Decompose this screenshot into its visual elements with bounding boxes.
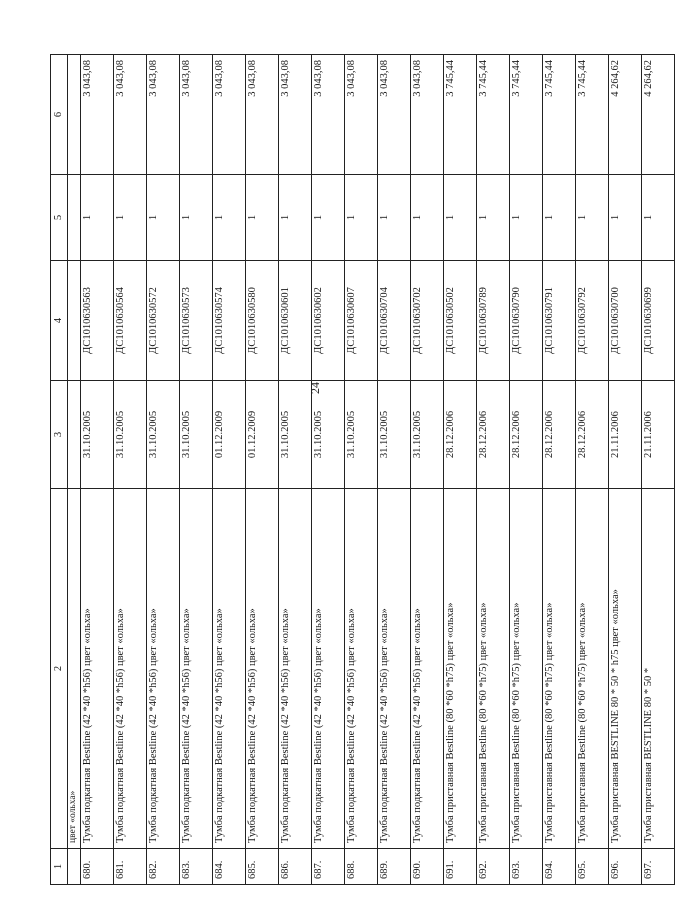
table-row <box>81 55 114 885</box>
inventory-code: ДС1010630699 <box>642 261 675 381</box>
quantity: 1 <box>81 175 114 261</box>
quantity: 1 <box>510 175 543 261</box>
table-row <box>147 55 180 885</box>
quantity: 1 <box>609 175 642 261</box>
cost: 3 043,08 <box>411 55 444 175</box>
inventory-code: ДС1010630790 <box>510 261 543 381</box>
item-name: Тумба подкатная Bestline (42 *40 *h56) цвет «ольха» <box>378 489 411 849</box>
row-number: 693. <box>510 849 543 885</box>
row-number: 684. <box>213 849 246 885</box>
item-name: Тумба приставная Bestline (80 *60 *h75) цвет «ольха» <box>543 489 576 849</box>
table-row <box>411 55 444 885</box>
acquisition-date: 31.10.2005 <box>345 381 378 489</box>
cost: 3 043,08 <box>279 55 312 175</box>
item-name: Тумба приставная Bestline (80 *60 *h75) цвет «ольха» <box>477 489 510 849</box>
quantity: 1 <box>411 175 444 261</box>
table-row <box>345 55 378 885</box>
cost: 4 264,62 <box>609 55 642 175</box>
inventory-code: ДС1010630602 <box>312 261 345 381</box>
item-name: Тумба подкатная Bestline (42 *40 *h56) цвет «ольха» <box>81 489 114 849</box>
carry-over-text: цвет «ольха» <box>68 489 81 849</box>
cost: 3 745,44 <box>444 55 477 175</box>
inventory-code: ДС1010630791 <box>543 261 576 381</box>
row-number: 682. <box>147 849 180 885</box>
table-row <box>543 55 576 885</box>
cost: 3 043,08 <box>345 55 378 175</box>
row-number: 691. <box>444 849 477 885</box>
row-number: 680. <box>81 849 114 885</box>
quantity: 1 <box>180 175 213 261</box>
acquisition-date: 28.12.2006 <box>576 381 609 489</box>
carry-over-row <box>68 55 81 885</box>
inventory-code: ДС1010630792 <box>576 261 609 381</box>
acquisition-date: 31.10.2005 <box>147 381 180 489</box>
acquisition-date: 28.12.2006 <box>543 381 576 489</box>
item-name: Тумба подкатная Bestline (42 *40 *h56) цвет «ольха» <box>114 489 147 849</box>
row-number: 696. <box>609 849 642 885</box>
row-number: 681. <box>114 849 147 885</box>
inventory-code: ДС1010630789 <box>477 261 510 381</box>
cost: 4 264,62 <box>642 55 675 175</box>
table-row <box>609 55 642 885</box>
inventory-table <box>50 54 675 885</box>
cost: 3 043,08 <box>81 55 114 175</box>
quantity: 1 <box>444 175 477 261</box>
quantity: 1 <box>279 175 312 261</box>
inventory-code: ДС1010630574 <box>213 261 246 381</box>
item-name: Тумба приставная Bestline (80 *60 *h75) цвет «ольха» <box>576 489 609 849</box>
row-number: 685. <box>246 849 279 885</box>
item-name: Тумба приставная Bestline (80 *60 *h75) цвет «ольха» <box>510 489 543 849</box>
inventory-code: ДС1010630572 <box>147 261 180 381</box>
acquisition-date: 28.12.2006 <box>510 381 543 489</box>
row-number: 683. <box>180 849 213 885</box>
cost: 3 043,08 <box>246 55 279 175</box>
table-row <box>246 55 279 885</box>
row-number: 687. <box>312 849 345 885</box>
item-name: Тумба подкатная Bestline (42 *40 *h56) цвет «ольха» <box>147 489 180 849</box>
acquisition-date: 31.10.2005 <box>312 381 345 489</box>
cost: 3 043,08 <box>180 55 213 175</box>
column-header: 4 <box>51 261 68 381</box>
cost: 3 043,08 <box>312 55 345 175</box>
item-name: Тумба подкатная Bestline (42 *40 *h56) цвет «ольха» <box>213 489 246 849</box>
cost: 3 043,08 <box>378 55 411 175</box>
column-header: 2 <box>51 489 68 849</box>
column-header: 1 <box>51 849 68 885</box>
row-number: 686. <box>279 849 312 885</box>
cost: 3 745,44 <box>543 55 576 175</box>
table-row <box>180 55 213 885</box>
acquisition-date: 31.10.2005 <box>114 381 147 489</box>
quantity: 1 <box>543 175 576 261</box>
inventory-page <box>50 55 654 885</box>
acquisition-date: 31.10.2005 <box>279 381 312 489</box>
row-number: 688. <box>345 849 378 885</box>
cost: 3 745,44 <box>510 55 543 175</box>
acquisition-date: 31.10.2005 <box>378 381 411 489</box>
cost: 3 745,44 <box>576 55 609 175</box>
item-name: Тумба подкатная Bestline (42 *40 *h56) цвет «ольха» <box>279 489 312 849</box>
table-row <box>444 55 477 885</box>
table-row <box>510 55 543 885</box>
column-header: 6 <box>51 55 68 175</box>
inventory-code: ДС1010630700 <box>609 261 642 381</box>
table-row <box>213 55 246 885</box>
item-name: Тумба подкатная Bestline (42 *40 *h56) цвет «ольха» <box>312 489 345 849</box>
cost: 3 043,08 <box>114 55 147 175</box>
item-name: Тумба приставная BESTLINE 80 * 50 * <box>642 489 675 849</box>
quantity: 1 <box>345 175 378 261</box>
inventory-code: ДС1010630502 <box>444 261 477 381</box>
table-row <box>312 55 345 885</box>
inventory-code: ДС1010630607 <box>345 261 378 381</box>
quantity: 1 <box>477 175 510 261</box>
quantity: 1 <box>378 175 411 261</box>
quantity: 1 <box>114 175 147 261</box>
row-number: 697. <box>642 849 675 885</box>
quantity: 1 <box>312 175 345 261</box>
table-row <box>378 55 411 885</box>
acquisition-date: 21.11.2006 <box>609 381 642 489</box>
cost: 3 043,08 <box>147 55 180 175</box>
page-number: 24 <box>308 382 322 394</box>
table-row <box>114 55 147 885</box>
row-number: 689. <box>378 849 411 885</box>
table-header-row <box>51 55 68 885</box>
row-number: 692. <box>477 849 510 885</box>
cost: 3 043,08 <box>213 55 246 175</box>
quantity: 1 <box>246 175 279 261</box>
inventory-code: ДС1010630601 <box>279 261 312 381</box>
table-row <box>576 55 609 885</box>
acquisition-date: 21.11.2006 <box>642 381 675 489</box>
column-header: 3 <box>51 381 68 489</box>
table-row <box>279 55 312 885</box>
acquisition-date: 28.12.2006 <box>444 381 477 489</box>
acquisition-date: 31.10.2005 <box>411 381 444 489</box>
row-number: 690. <box>411 849 444 885</box>
acquisition-date: 28.12.2006 <box>477 381 510 489</box>
inventory-code: ДС1010630702 <box>411 261 444 381</box>
row-number: 694. <box>543 849 576 885</box>
item-name: Тумба приставная Bestline (80 *60 *h75) цвет «ольха» <box>444 489 477 849</box>
row-number: 695. <box>576 849 609 885</box>
acquisition-date: 01.12.2009 <box>246 381 279 489</box>
item-name: Тумба подкатная Bestline (42 *40 *h56) цвет «ольха» <box>411 489 444 849</box>
inventory-code: ДС1010630580 <box>246 261 279 381</box>
acquisition-date: 31.10.2005 <box>180 381 213 489</box>
item-name: Тумба подкатная Bestline (42 *40 *h56) цвет «ольха» <box>180 489 213 849</box>
acquisition-date: 31.10.2005 <box>81 381 114 489</box>
inventory-code: ДС1010630704 <box>378 261 411 381</box>
item-name: Тумба подкатная Bestline (42 *40 *h56) цвет «ольха» <box>345 489 378 849</box>
item-name: Тумба подкатная Bestline (42 *40 *h56) цвет «ольха» <box>246 489 279 849</box>
table-row <box>642 55 675 885</box>
inventory-code: ДС1010630563 <box>81 261 114 381</box>
acquisition-date: 01.12.2009 <box>213 381 246 489</box>
item-name: Тумба приставная BESTLINE 80 * 50 * h75 цвет «ольха» <box>609 489 642 849</box>
inventory-code: ДС1010630564 <box>114 261 147 381</box>
cost: 3 745,44 <box>477 55 510 175</box>
table-body <box>68 55 675 885</box>
column-header: 5 <box>51 175 68 261</box>
quantity: 1 <box>147 175 180 261</box>
quantity: 1 <box>576 175 609 261</box>
table-row <box>477 55 510 885</box>
inventory-code: ДС1010630573 <box>180 261 213 381</box>
quantity: 1 <box>213 175 246 261</box>
quantity: 1 <box>642 175 675 261</box>
